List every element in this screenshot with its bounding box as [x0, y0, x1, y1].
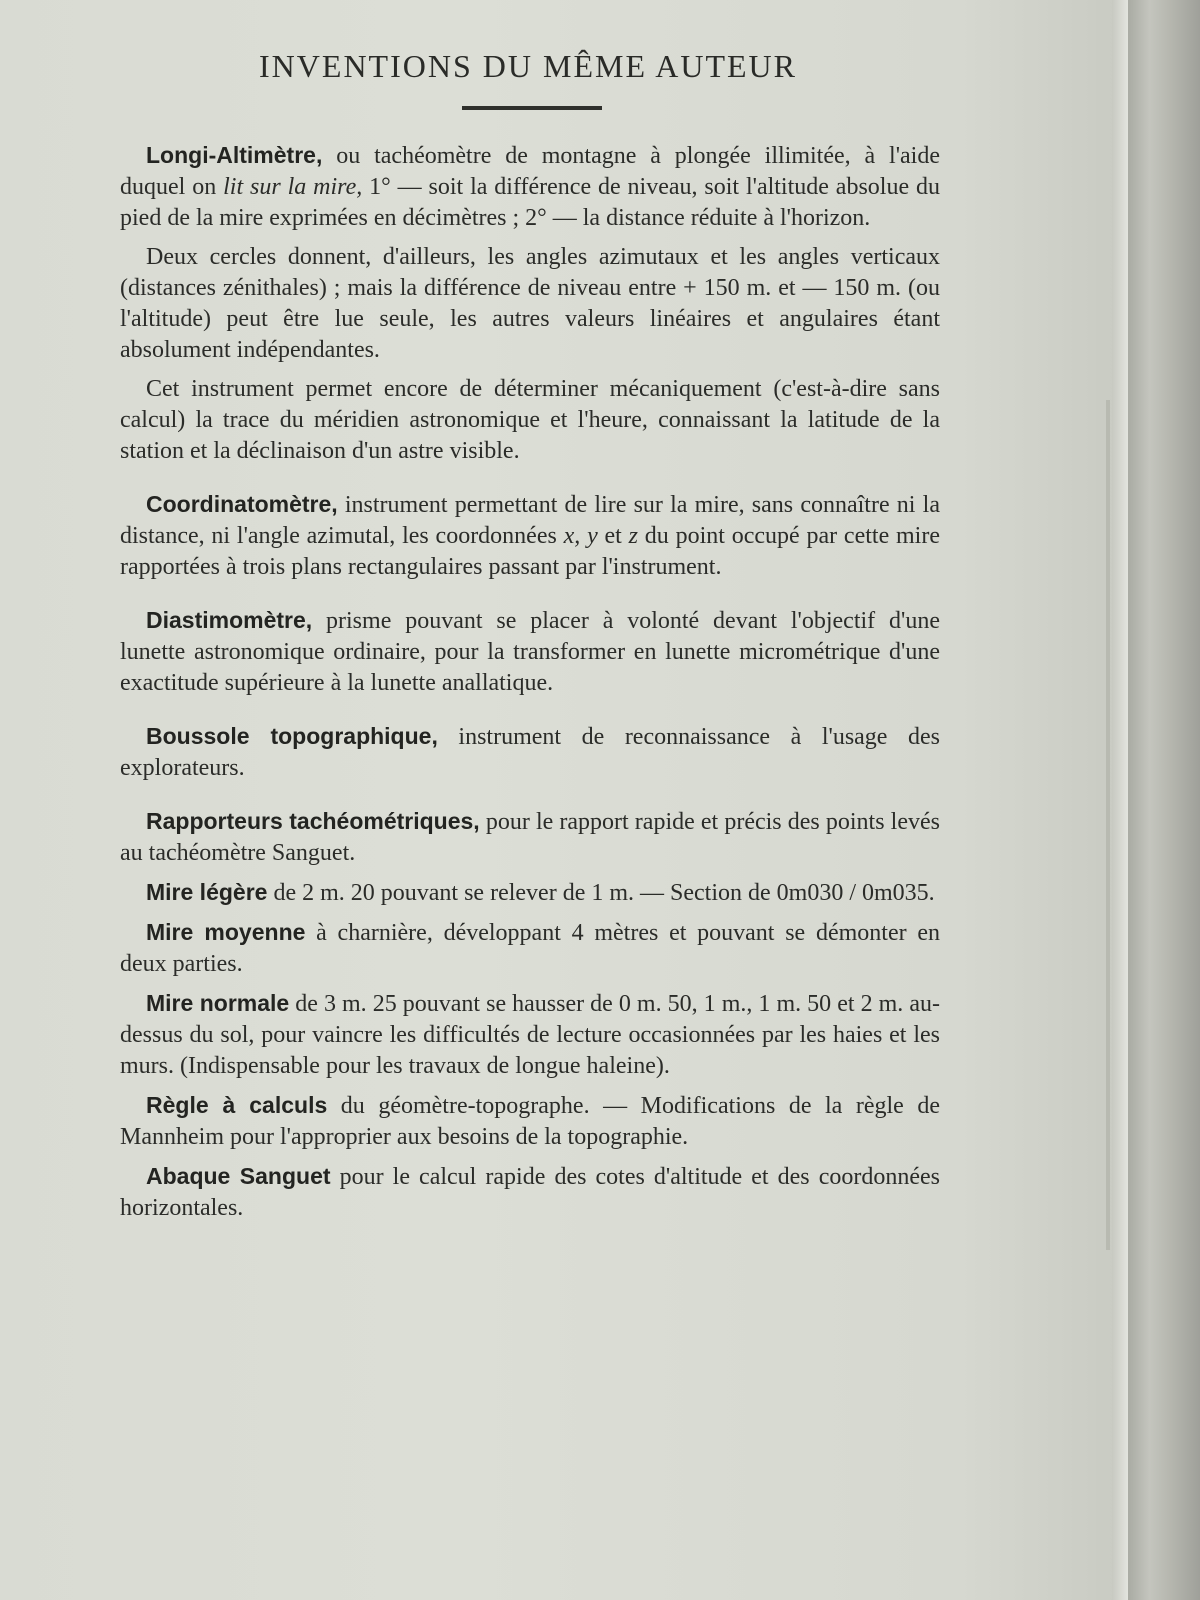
entry-abaque-sanguet: [120, 1161, 940, 1224]
entry-term: Abaque Sanguet: [146, 1163, 331, 1189]
entry-term: Mire normale: [146, 990, 290, 1016]
entry-italic: z: [628, 523, 638, 549]
page-edge: [1112, 0, 1128, 1600]
entry-text: du point occupé par cette mire rapportées à trois plans rectangulaires passant par l'instrument.: [120, 523, 940, 580]
entry-diastimometre: [120, 605, 940, 699]
entry-italic: lit sur la mire,: [223, 174, 363, 200]
entry-mire-moyenne: [120, 917, 940, 980]
entry-term: Longi-Altimètre,: [146, 142, 323, 168]
entry-text: ou tachéomètre de montagne à plongée illimitée, à l'aide duquel on: [120, 143, 940, 200]
entry-text: instrument permettant de lire sur la mire, sans connaître ni la distance, ni l'angle azimutal, les coordonnées: [120, 492, 940, 549]
entry-term: Coordinatomètre,: [146, 491, 338, 517]
entry-text: instrument de reconnaissance à l'usage des explorateurs.: [120, 724, 941, 781]
book-spine: [1128, 0, 1200, 1600]
entry-term: Mire moyenne: [146, 919, 306, 945]
entry-paragraph: Deux cercles donnent, d'ailleurs, les angles azimutaux et les angles verticaux (distances zénithales) ; mais la différence de niveau entre + 150 m. et — 150 m. (ou l'altitude) peut être lue seule, les autres valeurs linéaires et angulaires étant absolument indépendantes.: [120, 244, 940, 363]
entry-longi-altimetre: [120, 140, 940, 234]
entry-text: pour le calcul rapide des cotes d'altitude et des coordonnées horizontales.: [120, 1164, 940, 1221]
entry-text: 1° — soit la différence de niveau, soit l'altitude absolue du pied de la mire exprimées en décimètres ; 2° — la distance réduite à l'horizon.: [120, 174, 941, 231]
entry-mire-legere: [120, 877, 940, 909]
entry-text: à charnière, développant 4 mètres et pouvant se démonter en deux parties.: [120, 920, 940, 977]
entry-italic: x, y: [563, 523, 598, 549]
page-title: INVENTIONS DU MÊME AUTEUR: [259, 48, 797, 84]
entry-term: Boussole topographique,: [146, 723, 438, 749]
entry-rapporteurs: [120, 806, 940, 869]
entry-text: du géomètre-topographe. — Modifications de la règle de Mannheim pour l'approprier aux besoins de la topographie.: [120, 1093, 940, 1150]
entry-mire-normale: [120, 988, 940, 1082]
entry-coordinatometre: [120, 489, 940, 583]
entry-term: Mire légère: [146, 879, 268, 905]
inventions-list: [120, 140, 940, 1224]
page-fold: [1106, 400, 1110, 1250]
entry-text: de 2 m. 20 pouvant se relever de 1 m. — Section de 0m030 / 0m035.: [267, 880, 935, 906]
entry-term: Règle à calculs: [146, 1092, 328, 1118]
entry-regle-a-calculs: [120, 1090, 940, 1153]
entry-term: Diastimomètre,: [146, 607, 313, 633]
entry-text: et: [597, 523, 629, 549]
entry-boussole: [120, 721, 940, 784]
entry-text: pour le rapport rapide et précis des points levés au tachéomètre Sanguet.: [120, 809, 940, 866]
entry-term: Rapporteurs tachéométriques,: [146, 808, 480, 834]
entry-paragraph: Cet instrument permet encore de déterminer mécaniquement (c'est-à-dire sans calcul) la trace du méridien astronomique et l'heure, connaissant la latitude de la station et la déclinaison d'un astre visible.: [120, 376, 940, 464]
title-rule: [462, 106, 602, 110]
entry-text: prisme pouvant se placer à volonté devant l'objectif d'une lunette astronomique ordinaire, pour la transformer en lunette micrométrique d'une exactitude supérieure à la lunette anallatique.: [120, 608, 940, 696]
entry-text: de 3 m. 25 pouvant se hausser de 0 m. 50, 1 m., 1 m. 50 et 2 m. au-dessus du sol, pour vaincre les difficultés de lecture occasionnées par les haies et les murs. (Indispensable pour les travaux de longue haleine).: [120, 991, 940, 1079]
